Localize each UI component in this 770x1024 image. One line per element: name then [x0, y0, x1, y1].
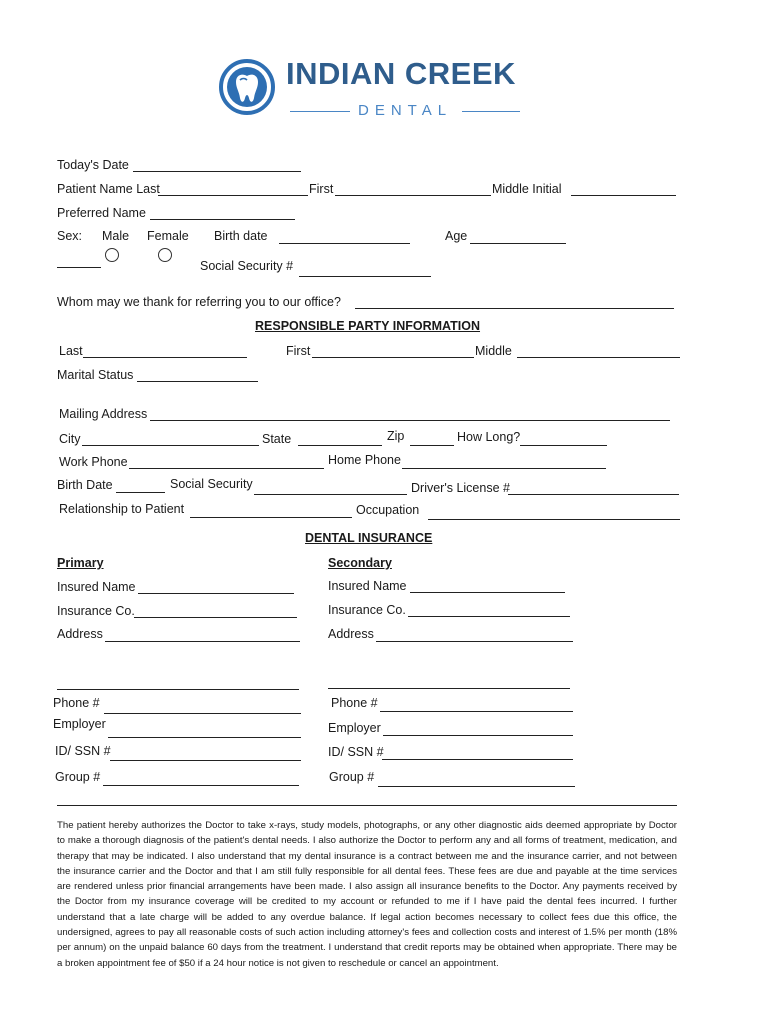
female-radio[interactable] [158, 248, 172, 262]
secondary-id-ssn-field[interactable] [382, 745, 573, 760]
primary-phone-field[interactable] [104, 699, 301, 714]
mailing-address-field[interactable] [150, 406, 670, 421]
preferred-name-label: Preferred Name [57, 206, 146, 220]
primary-insurance-co-field[interactable] [134, 603, 297, 618]
referral-label: Whom may we thank for referring you to our office? [57, 295, 341, 309]
primary-address-label: Address [57, 627, 103, 641]
male-label: Male [102, 229, 130, 243]
secondary-address-label: Address [328, 627, 374, 641]
primary-heading: Primary [57, 556, 104, 570]
primary-address-field[interactable] [105, 627, 300, 642]
rp-last-field[interactable] [83, 343, 247, 358]
secondary-address-field[interactable] [376, 627, 573, 642]
age-field[interactable] [470, 229, 566, 244]
preferred-name-field[interactable] [150, 205, 295, 220]
primary-employer-label: Employer [53, 717, 106, 731]
social-security-label: Social Security # [200, 259, 294, 273]
relationship-field[interactable] [190, 503, 352, 518]
logo-name: INDIAN CREEK [286, 56, 516, 91]
primary-insured-name-label: Insured Name [57, 580, 136, 594]
rp-middle-label: Middle [475, 344, 512, 358]
authorization-text: The patient hereby authorizes the Doctor to take x-rays, study models, photographs, or any other diagnostic aids deemed appropriate by Doctor to make a thorough diagnosis of the patient's dental needs. I also authorize the Doctor to perform any and all forms of treatment, medication, and therapy that may be indicated. I also understand that my dental insurance is a contract between me and the insurance carrier, and not between the insurance carrier and the Doctor and that I am still fully responsible for all dental fees. These fees are due and payable at the time services are rendered unless prior financial arrangements have been made. I also assign all insurance benefits to the Doctor. Any payments received by the Doctor from my insurance coverage will be credited to my account or refunded to me if I have paid the dental fees incurred. I further understand that a late charge will be added to any overdue balance. If legal action becomes necessary to collect fees due this office, the undersigned, agrees to pay all reasonable costs of such action including attorney's fees and collection costs and interest of 1.5% per month (18% per annum) on the unpaid balance 60 days from the treatment. I understand that credit reports may be obtained when appropriate. There may be a broken appointment fee of $50 if a 24 hour notice is not given to reschedule or cancel an appointment. [57, 820, 677, 969]
state-label: State [262, 432, 292, 446]
secondary-id-ssn-label: ID/ SSN # [328, 745, 384, 759]
secondary-insured-name-field[interactable] [410, 578, 565, 593]
state-field[interactable] [298, 431, 382, 446]
secondary-insurance-co-field[interactable] [408, 602, 570, 617]
todays-date-field[interactable] [133, 157, 301, 172]
relationship-label: Relationship to Patient [59, 502, 185, 516]
work-phone-field[interactable] [129, 454, 324, 469]
male-radio[interactable] [105, 248, 119, 262]
middle-initial-label: Middle Initial [492, 182, 562, 196]
home-phone-field[interactable] [402, 454, 606, 469]
primary-phone-label: Phone # [53, 696, 100, 710]
rp-middle-field[interactable] [517, 343, 680, 358]
secondary-phone-label: Phone # [331, 696, 378, 710]
secondary-heading: Secondary [328, 556, 392, 570]
logo-rule-left [290, 111, 350, 112]
secondary-insured-name-label: Insured Name [328, 579, 407, 593]
secondary-phone-field[interactable] [380, 697, 573, 712]
marital-status-field[interactable] [137, 367, 258, 382]
rp-birth-date-label: Birth Date [57, 478, 113, 492]
primary-id-ssn-field[interactable] [110, 746, 301, 761]
middle-initial-field[interactable] [571, 181, 676, 196]
how-long-label: How Long? [457, 430, 521, 444]
primary-id-ssn-label: ID/ SSN # [55, 744, 111, 758]
dental-insurance-heading: DENTAL INSURANCE [305, 531, 433, 545]
occupation-label: Occupation [356, 503, 420, 517]
tooth-icon [218, 58, 276, 116]
zip-label: Zip [387, 429, 405, 443]
logo-rule-right [462, 111, 520, 112]
work-phone-label: Work Phone [59, 455, 128, 469]
rp-last-label: Last [59, 344, 83, 358]
patient-last-name-field[interactable] [158, 181, 308, 196]
primary-employer-field[interactable] [108, 723, 301, 738]
home-phone-label: Home Phone [328, 453, 401, 467]
patient-first-name-label: First [309, 182, 334, 196]
social-security-field[interactable] [299, 262, 431, 277]
authorization-divider [57, 805, 677, 806]
how-long-field[interactable] [520, 431, 607, 446]
secondary-address-line2-field[interactable] [328, 674, 570, 689]
city-field[interactable] [82, 431, 259, 446]
rp-social-security-field[interactable] [254, 480, 407, 495]
sex-blank-field[interactable] [57, 253, 101, 268]
occupation-field[interactable] [428, 505, 680, 520]
drivers-license-field[interactable] [508, 480, 679, 495]
primary-insured-name-field[interactable] [138, 579, 294, 594]
primary-group-field[interactable] [103, 771, 299, 786]
female-label: Female [147, 229, 189, 243]
drivers-license-label: Driver's License # [411, 481, 510, 495]
age-label: Age [445, 229, 468, 243]
todays-date-label: Today's Date [57, 158, 129, 172]
zip-field[interactable] [410, 431, 454, 446]
responsible-party-heading: RESPONSIBLE PARTY INFORMATION [255, 319, 481, 333]
referral-field[interactable] [355, 294, 674, 309]
birth-date-label: Birth date [214, 229, 268, 243]
rp-social-security-label: Social Security [170, 477, 253, 491]
primary-group-label: Group # [55, 770, 101, 784]
secondary-employer-field[interactable] [383, 721, 573, 736]
city-label: City [59, 432, 81, 446]
secondary-employer-label: Employer [328, 721, 381, 735]
logo-sub: DENTAL [358, 102, 453, 119]
patient-last-name-label: Patient Name Last [57, 182, 160, 196]
secondary-insurance-co-label: Insurance Co. [328, 603, 406, 617]
rp-first-field[interactable] [312, 343, 474, 358]
practice-logo [218, 56, 528, 126]
patient-first-name-field[interactable] [335, 181, 491, 196]
secondary-group-field[interactable] [378, 772, 575, 787]
secondary-group-label: Group # [329, 770, 375, 784]
sex-label: Sex: [57, 229, 83, 243]
marital-status-label: Marital Status [57, 368, 134, 382]
primary-address-line2-field[interactable] [57, 675, 299, 690]
primary-insurance-co-label: Insurance Co. [57, 604, 135, 618]
rp-birth-date-field[interactable] [116, 478, 165, 493]
birth-date-field[interactable] [279, 229, 410, 244]
mailing-address-label: Mailing Address [59, 407, 148, 421]
rp-first-label: First [286, 344, 311, 358]
